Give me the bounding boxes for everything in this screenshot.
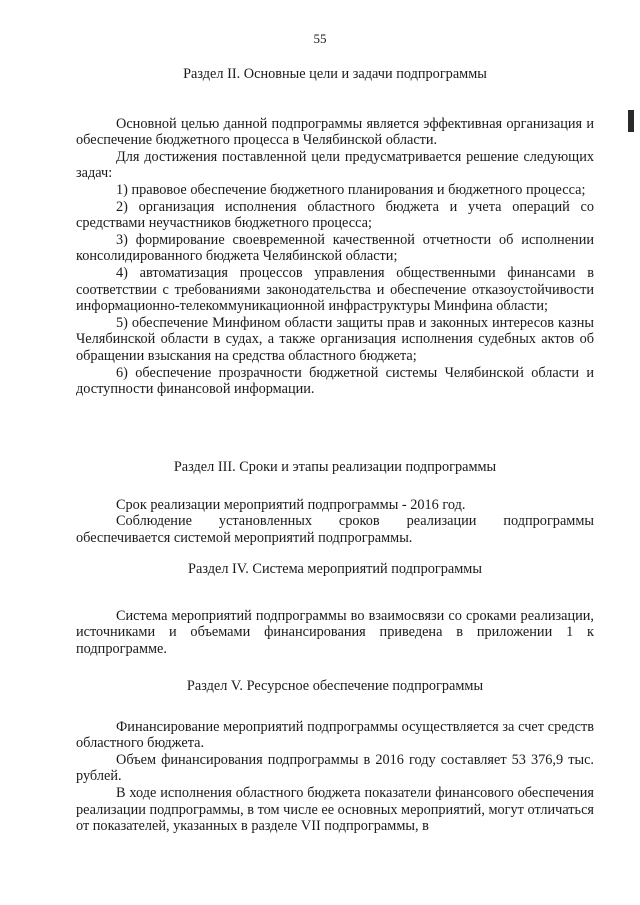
paragraph: 6) обеспечение прозрачности бюджетной системы Челябинской области и доступности финансовой информации. <box>76 364 594 398</box>
section-title: Раздел V. Ресурсное обеспечение подпрограммы <box>186 678 484 694</box>
paragraph: 4) автоматизация процессов управления общественными финансами в соответствии с требованиями законодательства и обеспечение отказоустойчивости информационно-телекоммуникационной инфраструктуры Минфина области; <box>76 264 594 315</box>
section-2 <box>76 66 594 398</box>
paragraph: Объем финансирования подпрограммы в 2016 году составляет 53 376,9 тыс. рублей. <box>76 751 594 785</box>
paragraph: 2) организация исполнения областного бюджета и учета операций со средствами неучастников бюджетного процесса; <box>76 198 594 232</box>
section-5 <box>76 678 594 835</box>
paragraph: В ходе исполнения областного бюджета показатели финансового обеспечения реализации подпрограммы, в том числе ее основных мероприятий, могут отличаться от показателей, указанных в разделе VII подпрограммы, в <box>76 784 594 835</box>
section-3 <box>76 459 594 546</box>
paragraph: Основной целью данной подпрограммы является эффективная организация и обеспечение бюджетного процесса в Челябинской области. <box>76 115 594 149</box>
paragraph: Для достижения поставленной цели предусматривается решение следующих задач: <box>76 148 594 182</box>
scan-margin-mark <box>628 110 634 132</box>
section-title: Раздел IV. Система мероприятий подпрограммы <box>188 561 482 577</box>
section-4 <box>76 561 594 657</box>
paragraph: Финансирование мероприятий подпрограммы осуществляется за счет средств областного бюджета. <box>76 718 594 752</box>
paragraph: Соблюдение установленных сроков реализации подпрограммы обеспечивается системой мероприятий подпрограммы. <box>76 513 594 546</box>
section-title: Раздел II. Основные цели и задачи подпрограммы <box>183 66 487 82</box>
paragraph: Система мероприятий подпрограммы во взаимосвязи со сроками реализации, источниками и объемами финансирования приведена в приложении 1 к подпрограмме. <box>76 607 594 657</box>
paragraph: Срок реализации мероприятий подпрограммы - 2016 год. <box>116 496 466 513</box>
paragraph: 3) формирование своевременной качественной отчетности об исполнении консолидированного бюджета Челябинской области; <box>76 231 594 265</box>
paragraph: 1) правовое обеспечение бюджетного планирования и бюджетного процесса; <box>116 181 586 198</box>
paragraph: 5) обеспечение Минфином области защиты прав и законных интересов казны Челябинской области в судах, а также организация исполнения судебных актов об обращении взыскания на средства областного бюджета; <box>76 314 594 364</box>
page-number: 55 <box>313 31 327 46</box>
section-title: Раздел III. Сроки и этапы реализации подпрограммы <box>173 459 497 475</box>
